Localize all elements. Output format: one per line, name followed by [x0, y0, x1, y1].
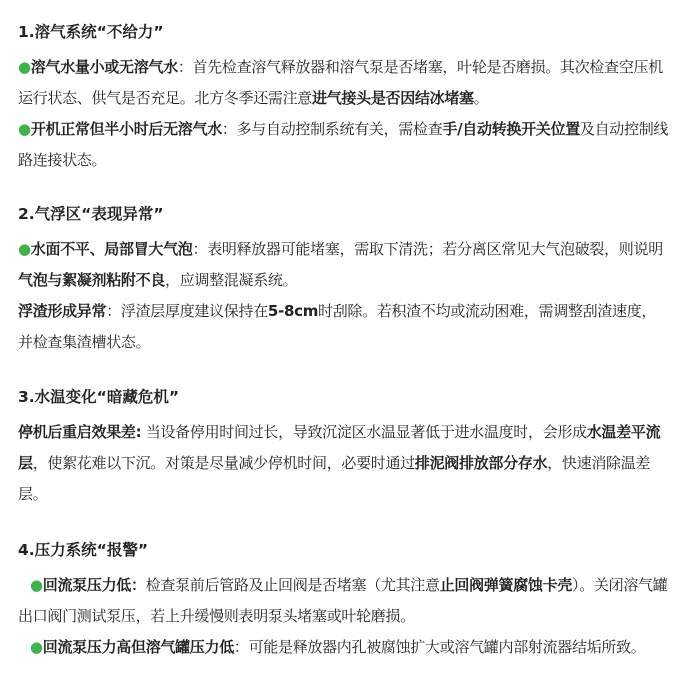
item-text: 时刮除。若积渣不均或流动困难，需调整刮渣速度，并检查集渣槽状态。 — [18, 302, 657, 351]
item-text: ：表明释放器可能堵塞，需取下清洗；若分离区常见大气泡破裂，则说明 — [192, 240, 663, 258]
item-lead: 浮渣形成异常 — [18, 302, 107, 320]
item-text: ，应调整混凝系统。 — [165, 271, 298, 289]
bullet-dot-icon: ● — [18, 120, 31, 138]
item-text: ：可能是释放器内孔被腐蚀扩大或溶气罐内部射流器结垢所致。 — [233, 638, 646, 656]
item-text: ：浮渣层厚度建议保持在 — [106, 302, 268, 320]
item-text: ）。关闭溶气罐出口阀门测试泵压，若上升缓慢则表明泵头堵塞或叶轮磨损。 — [18, 576, 668, 625]
item-text: ，使絮花难以下沉。对策是尽量减少停机时间，必要时通过 — [32, 454, 415, 472]
item-lead: 回流泵压力高但溶气罐压力低 — [42, 638, 234, 656]
item-lead: 停机后重启效果差: — [18, 423, 142, 441]
section-1 — [18, 20, 670, 176]
section-4-item-2 — [18, 632, 670, 663]
item-text: 当设备停用时间过长，导致沉淀区水温显著低于进水温度时，会形成 — [141, 423, 587, 441]
section-3 — [18, 385, 670, 510]
item-lead: 溶气水量小或无溶气水 — [30, 58, 178, 76]
item-text: ，快速消除温差层。 — [18, 454, 651, 503]
item-emphasis: 排泥阀排放部分存水 — [414, 454, 548, 472]
section-4-title: 4.压力系统“报警” — [18, 541, 149, 559]
section-2 — [18, 202, 670, 358]
item-emphasis: 5-8cm — [267, 302, 319, 320]
section-1-title: 1.溶气系统“不给力” — [18, 23, 164, 41]
section-2-title: 2.气浮区“表现异常” — [18, 205, 164, 223]
bullet-dot-icon: ● — [30, 638, 43, 656]
item-lead: 回流泵压力低： — [42, 576, 146, 594]
item-text: 检查泵前后管路及止回阀是否堵塞（尤其注意 — [145, 576, 440, 594]
bullet-dot-icon: ● — [30, 576, 43, 594]
item-emphasis: 气泡与絮凝剂粘附不良 — [18, 271, 166, 289]
bullet-dot-icon: ● — [18, 58, 31, 76]
section-3-item-1 — [18, 417, 670, 510]
section-4-item-1 — [18, 570, 670, 632]
section-3-title: 3.水温变化“暗藏危机” — [18, 388, 180, 406]
item-text: 及自动控制线路连接状态。 — [18, 120, 669, 169]
section-4 — [18, 538, 670, 663]
item-lead: 开机正常但半小时后无溶气水 — [30, 120, 222, 138]
section-2-item-2 — [18, 296, 670, 358]
section-2-item-1 — [18, 234, 670, 296]
item-text: ：多与自动控制系统有关，需检查 — [221, 120, 443, 138]
item-lead: 水面不平、局部冒大气泡 — [30, 240, 193, 258]
item-emphasis: 进气接头是否因结冰堵塞 — [312, 89, 474, 107]
bullet-dot-icon: ● — [18, 240, 31, 258]
section-1-item-1 — [18, 52, 670, 114]
item-emphasis: 手/自动转换开关位置 — [442, 120, 580, 138]
item-text: 。 — [473, 89, 489, 107]
item-emphasis: 水温差平流层 — [18, 423, 661, 472]
item-emphasis: 止回阀弹簧腐蚀卡壳 — [439, 576, 573, 594]
item-text: ：首先检查溶气释放器和溶气泵是否堵塞，叶轮是否磨损。其次检查空压机运行状态、供气是否充足。北方冬季还需注意 — [18, 58, 663, 107]
section-1-item-2 — [18, 114, 670, 176]
